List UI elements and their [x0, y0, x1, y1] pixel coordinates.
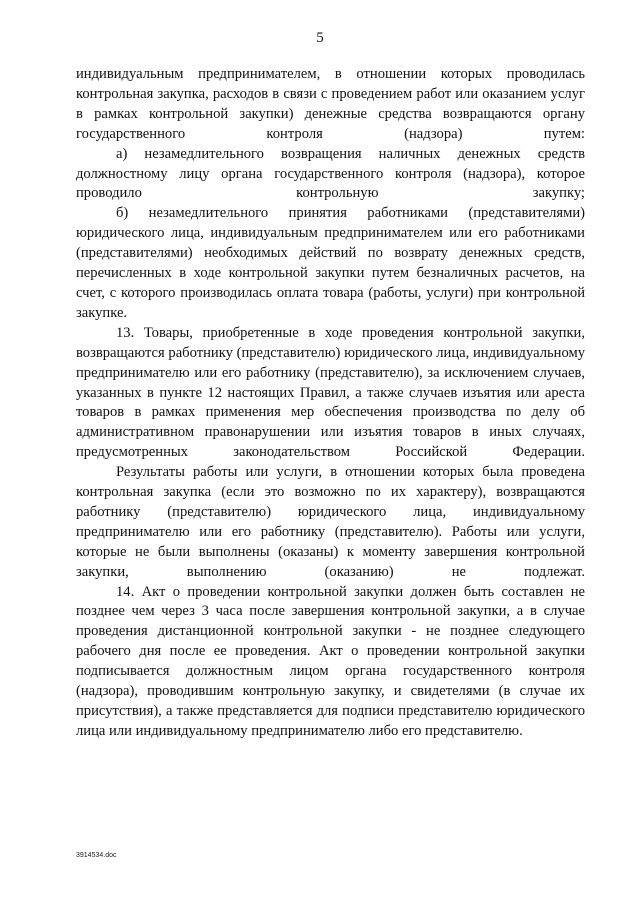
text-line: юридического лица, индивидуальным предпринимателем или его	[76, 225, 498, 242]
paragraph-clause-14	[76, 583, 585, 742]
paragraph-continuation	[76, 65, 585, 145]
footer-document-code: 3914534.doc	[76, 852, 117, 859]
text-line: а также случаев изъятия или ареста товаров в рамках применения мер	[76, 384, 585, 421]
document-body	[76, 65, 585, 742]
text-line: и свидетелями (в случае их присутствия), а также представляется для	[76, 683, 585, 719]
text-line: денежных средств, перечисленных в ходе контрольной закупки путем	[76, 245, 586, 282]
text-line: обеспечения производства по делу об административном правонарушении	[76, 404, 586, 441]
text-line: б) незамедлительного принятия работниками (представителями)	[116, 205, 585, 222]
text-line: Российской Федерации.	[395, 444, 585, 461]
text-line: индивидуальным предпринимателем, в отношении которых проводилась	[76, 66, 585, 82]
text-line: Результаты работы или услуги, в отношении которых была	[116, 464, 514, 481]
text-line: услуг в рамках контрольной закупки) денежные средства возвращаются	[76, 85, 585, 122]
text-line: проводило контрольную закупку;	[76, 185, 585, 202]
text-line: следующего рабочего дня после ее проведения. Акт о проведении	[76, 623, 585, 660]
text-line: а) незамедлительного возвращения наличных денежных средств	[116, 145, 585, 162]
paragraph-clause-13	[76, 324, 585, 463]
paragraph-work-results	[76, 463, 585, 582]
text-line: завершения контрольной закупки, выполнению (оказанию) не подлежат.	[76, 543, 585, 580]
page-number: 5	[316, 30, 324, 46]
text-line: контрольная закупка, расходов в связи с проведением работ или оказанием	[76, 85, 547, 102]
text-line: проведена контрольная закупка (если это возможно по их характеру),	[76, 464, 585, 501]
text-line: должностному лицу органа государственного контроля (надзора), которое	[76, 165, 585, 182]
text-line: возвращаются работнику (представителю) юридического лица,	[76, 484, 585, 520]
text-line: случае проведения дистанционной контрольной закупки - не позднее	[76, 603, 585, 640]
text-line: (работы, услуги) при контрольной закупке.	[76, 284, 585, 321]
text-line: за исключением случаев, указанных в пункте 12 настоящих Правил,	[76, 364, 585, 401]
text-line: работниками (представителями) необходимых действий по возврату	[76, 225, 585, 262]
text-line: безналичных расчетов, на счет, с которого производилась оплата товара	[76, 265, 586, 301]
paragraph-item-b	[76, 204, 585, 323]
text-line: или изъятия товаров в иных случаях, предусмотренных законодательством	[76, 424, 585, 461]
text-line: 13. Товары, приобретенные в ходе проведения контрольной закупки,	[116, 324, 585, 341]
text-line: 14. Акт о проведении контрольной закупки должен быть составлен	[116, 583, 564, 600]
text-line: государственного контроля (надзора), проводившим контрольную закупку,	[76, 663, 585, 700]
text-line: возвращаются работнику (представителю) юридического лица,	[76, 344, 470, 361]
text-line: индивидуальному предпринимателю или его работнику (представителю),	[76, 344, 585, 381]
text-line: Работы или услуги, которые не были выполнены (оказаны) к моменту	[76, 523, 585, 560]
text-line: подписи представителю юридического лица или индивидуальному	[76, 703, 585, 739]
text-line: индивидуальному предпринимателю или его работнику (представителю).	[76, 503, 585, 540]
text-line: не позднее чем через 3 часа после завершения контрольной закупки, а в	[76, 583, 585, 620]
text-line: предпринимателю либо его представителю.	[251, 722, 523, 739]
paragraph-item-a	[76, 145, 585, 205]
text-line: контрольной закупки подписывается должностным лицом органа	[76, 643, 585, 680]
text-line: органу государственного контроля (надзора) путем:	[76, 105, 586, 142]
